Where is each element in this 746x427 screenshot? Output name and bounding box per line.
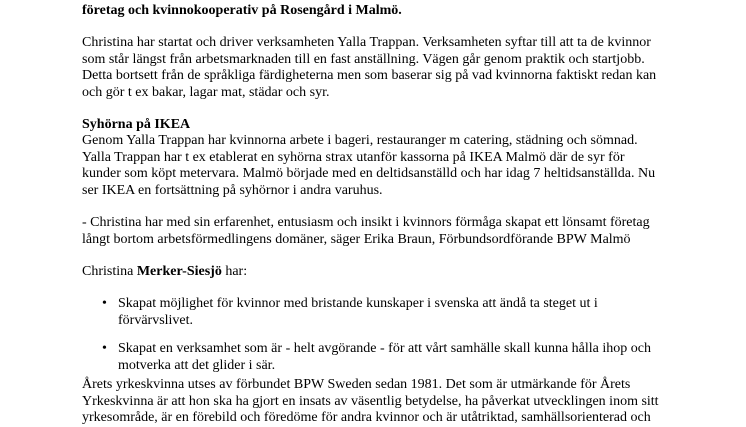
list-item bbox=[82, 296, 722, 329]
list-item-text: Skapat möjlighet för kvinnor med bristande kunskaper i svenska att ändå ta steget ut i förvärvslivet. bbox=[118, 296, 598, 328]
intro-bold-name: Merker-Siesjö bbox=[136, 264, 222, 279]
list-item bbox=[82, 341, 722, 374]
intro-suffix: har: bbox=[221, 264, 248, 279]
heading-line: företag och kvinnokooperativ på Rosengård i Malmö. bbox=[82, 3, 402, 18]
paragraph-arets-yrkeskvinna: Årets yrkeskvinna utses av förbundet BPW Sweden sedan 1981. Det som är utmärkande för Årets Yrkeskvinna är att hon ska ha gjort en insats av väsentlig betydelse, ha påverkat utvecklingen inom sitt yrkesområde, är en förebild och föredöme för andra kvinnor och är utåtriktad, samhällsorienterad och bbox=[82, 377, 659, 425]
intro-prefix: Christina bbox=[82, 264, 137, 279]
bullet-icon: • bbox=[102, 341, 107, 356]
list-item-text: Skapat en verksamhet som är - helt avgörande - för att vårt samhälle skall kunna hålla ihop och motverka att det glider i sär. bbox=[118, 341, 651, 373]
bullet-icon: • bbox=[102, 296, 107, 311]
paragraph-ikea: Genom Yalla Trappan har kvinnorna arbete i bageri, restauranger m catering, städning och sömnad. Yalla Trappan har t ex etablerat en syhörna strax utanför kassorna på IKEA Malmö där de syr för kunder som köpt metervara. Malmö började med en deltidsanställd och har idag 7 heltidsanställda. Nu ser IKEA en fortsättning på syhörnor i andra varuhus. bbox=[82, 133, 656, 198]
quote-paragraph: - Christina har med sin erfarenhet, entusiasm och insikt i kvinnors förmåga skapat ett lönsamt företag långt bortom arbetsförmedlingens domäner, säger Erika Braun, Förbundsordförande BPW Malmö bbox=[82, 215, 650, 247]
paragraph-yalla-trappan: Christina har startat och driver verksamheten Yalla Trappan. Verksamheten syftar till att ta de kvinnor som står längst från arbetsmarknaden till en fast anställning. Vägen går genom praktik och startjobb. Detta bortsett från de språkliga färdigheterna men som baserar sig på vad kvinnorna faktiskt redan kan och gör t ex bakar, lagar mat, städar och syr. bbox=[82, 35, 657, 100]
intro-line bbox=[82, 264, 247, 281]
section-heading: Syhörna på IKEA bbox=[82, 117, 191, 132]
bullet-list bbox=[82, 296, 722, 386]
